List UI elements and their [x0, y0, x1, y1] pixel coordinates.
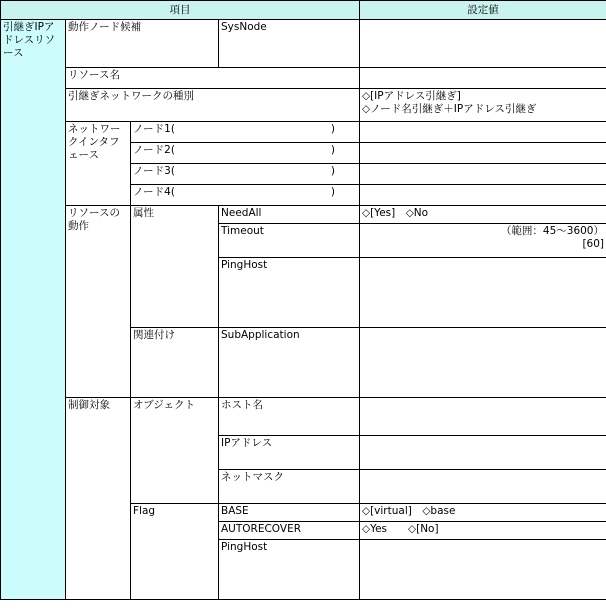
candidate-value[interactable] — [360, 20, 606, 68]
interface-node-2: ノード2( ) — [131, 143, 360, 164]
subapp-label: SubApplication — [219, 328, 360, 398]
base-value[interactable]: ◇[virtual] ◇base — [360, 504, 606, 522]
needall-value[interactable]: ◇[Yes] ◇No — [360, 206, 606, 224]
interface-node-3: ノード3( ) — [131, 164, 360, 185]
network-type-value[interactable] — [360, 89, 606, 122]
netmask-label: ネットマスク — [219, 470, 360, 504]
netmask-value[interactable] — [360, 470, 606, 504]
pinghost-value[interactable] — [360, 258, 606, 328]
interface-label: ネットワークインタフェース — [66, 122, 131, 206]
flag-pinghost-label: PingHost — [219, 540, 360, 600]
interface-node-1: ノード1( ) — [131, 122, 360, 143]
hostname-label: ホスト名 — [219, 398, 360, 436]
timeout-label: Timeout — [219, 224, 360, 258]
control-label: 制御対象 — [66, 398, 131, 600]
object-label: オブジェクト — [131, 398, 219, 504]
network-type-option-1[interactable]: ◇[IPアドレス引継ぎ] — [362, 90, 461, 102]
attr-label: 属性 — [131, 206, 219, 328]
autorecover-label: AUTORECOVER — [219, 522, 360, 540]
needall-label: NeedAll — [219, 206, 360, 224]
resource-name-label: リソース名 — [66, 68, 360, 89]
group-label: 引継ぎIPアドレスリソース — [1, 20, 66, 600]
pinghost-label: PingHost — [219, 258, 360, 328]
ipaddress-value[interactable] — [360, 436, 606, 470]
autorecover-value[interactable]: ◇Yes ◇[No] — [360, 522, 606, 540]
ipaddress-label: IPアドレス — [219, 436, 360, 470]
candidate-label: 動作ノード候補 — [66, 20, 219, 68]
hostname-value[interactable] — [360, 398, 606, 436]
timeout-value[interactable] — [360, 224, 606, 258]
link-label: 関連付け — [131, 328, 219, 398]
candidate-sysnode: SysNode — [219, 20, 360, 68]
timeout-range: （範囲：45～3600） — [500, 225, 604, 237]
header-item: 項目 — [1, 1, 360, 20]
flag-label: Flag — [131, 504, 219, 600]
network-type-option-2[interactable]: ◇ノード名引継ぎ＋IPアドレス引継ぎ — [362, 103, 537, 115]
interface-node-2-value[interactable] — [360, 143, 606, 164]
interface-node-4: ノード4( ) — [131, 185, 360, 206]
resource-name-value[interactable] — [360, 68, 606, 89]
subapp-value[interactable] — [360, 328, 606, 398]
network-type-label: 引継ぎネットワークの種別 — [66, 89, 360, 122]
timeout-default: [60] — [582, 238, 604, 250]
interface-node-3-value[interactable] — [360, 164, 606, 185]
interface-node-4-value[interactable] — [360, 185, 606, 206]
base-label: BASE — [219, 504, 360, 522]
interface-node-1-value[interactable] — [360, 122, 606, 143]
header-value: 設定値 — [360, 1, 606, 20]
behavior-label: リソースの動作 — [66, 206, 131, 398]
flag-pinghost-value[interactable] — [360, 540, 606, 600]
